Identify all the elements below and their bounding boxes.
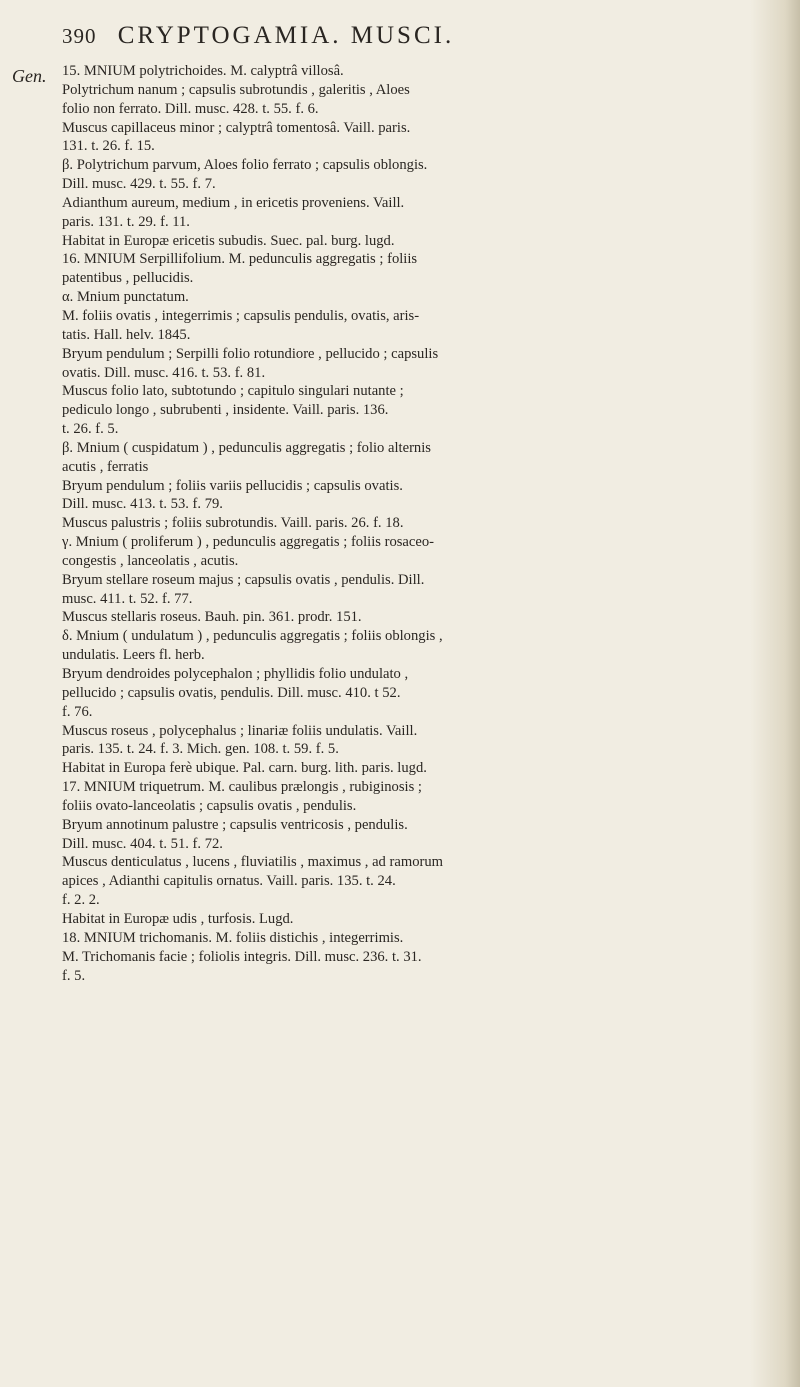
text-line: congestis , lanceolatis , acutis. xyxy=(62,552,239,569)
page-number: 390 xyxy=(62,24,97,48)
text-line: Habitat in Europæ ericetis subudis. Suec. pal. burg. lugd. xyxy=(62,232,395,249)
text-line: acutis , ferratis xyxy=(62,458,149,475)
text-line: Muscus capillaceus minor ; calyptrâ tomentosâ. Vaill. paris. xyxy=(62,119,411,136)
text-line: 17. MNIUM triquetrum. M. caulibus prælongis , rubiginosis ; xyxy=(62,779,422,796)
text-line: t. 26. f. 5. xyxy=(62,421,119,438)
page-edge-shadow xyxy=(750,0,800,1387)
text-line: Bryum pendulum ; foliis variis pellucidis ; capsulis ovatis. xyxy=(62,477,403,494)
text-line: apices , Adianthi capitulis ornatus. Vaill. paris. 135. t. 24. xyxy=(62,873,396,890)
text-line: β. Polytrichum parvum, Aloes folio ferrato ; capsulis oblongis. xyxy=(62,157,428,174)
text-line: pediculo longo , subrubenti , insidente. Vaill. paris. 136. xyxy=(62,402,389,419)
text-line: M. Trichomanis facie ; foliolis integris. Dill. musc. 236. t. 31. xyxy=(62,948,422,965)
text-line: f. 76. xyxy=(62,703,93,720)
text-line: γ. Mnium ( proliferum ) , pedunculis aggregatis ; foliis rosaceo- xyxy=(62,534,435,551)
text-line: Habitat in Europæ udis , turfosis. Lugd. xyxy=(62,910,294,927)
text-line: Polytrichum nanum ; capsulis subrotundis , galeritis , Aloes xyxy=(62,81,410,98)
text-line: Dill. musc. 429. t. 55. f. 7. xyxy=(62,176,216,193)
text-line: Bryum dendroides polycephalon ; phyllidis folio undulato , xyxy=(62,666,409,682)
page-body xyxy=(62,62,717,985)
text-line: foliis ovato-lanceolatis ; capsulis ovatis , pendulis. xyxy=(62,797,357,814)
running-title: CRYPTOGAMIA. MUSCI. xyxy=(117,22,455,49)
text-line: patentibus , pellucidis. xyxy=(62,270,194,287)
text-line: β. Mnium ( cuspidatum ) , pedunculis aggregatis ; folio alternis xyxy=(62,439,431,456)
text-line: f. 5. xyxy=(62,967,86,984)
text-line: f. 2. 2. xyxy=(62,892,100,909)
text-line: Muscus folio lato, subtotundo ; capitulo singulari nutante ; xyxy=(62,383,404,400)
text-line: paris. 131. t. 29. f. 11. xyxy=(62,213,190,230)
page-header xyxy=(62,22,702,62)
text-line: M. foliis ovatis , integerrimis ; capsulis pendulis, ovatis, aris- xyxy=(62,307,420,324)
text-line: undulatis. Leers fl. herb. xyxy=(62,647,205,664)
text-line: pellucido ; capsulis ovatis, pendulis. Dill. musc. 410. t 52. xyxy=(62,684,401,701)
text-line: folio non ferrato. Dill. musc. 428. t. 55. f. 6. xyxy=(62,100,319,117)
text-line: Muscus stellaris roseus. Bauh. pin. 361. prodr. 151. xyxy=(62,609,362,626)
text-line: Muscus denticulatus , lucens , fluviatilis , maximus , ad ramorum xyxy=(62,854,443,871)
text-line: Muscus roseus , polycephalus ; linariæ foliis undulatis. Vaill. xyxy=(62,722,418,739)
text-line: 15. MNIUM polytrichoides. M. calyptrâ villosâ. xyxy=(62,63,344,79)
text-line: paris. 135. t. 24. f. 3. Mich. gen. 108. t. 59. f. 5. xyxy=(62,741,339,758)
text-line: 131. t. 26. f. 15. xyxy=(62,138,155,155)
text-line: α. Mnium punctatum. xyxy=(62,289,189,306)
text-line: Habitat in Europa ferè ubique. Pal. carn. burg. lith. paris. lugd. xyxy=(62,760,427,777)
text-line: δ. Mnium ( undulatum ) , pedunculis aggregatis ; foliis oblongis , xyxy=(62,628,443,645)
text-line: Dill. musc. 404. t. 51. f. 72. xyxy=(62,835,223,852)
text-line: Dill. musc. 413. t. 53. f. 79. xyxy=(62,496,223,513)
text-line: Bryum annotinum palustre ; capsulis ventricosis , pendulis. xyxy=(62,816,408,833)
text-line: ovatis. Dill. musc. 416. t. 53. f. 81. xyxy=(62,364,266,381)
text-line: Muscus palustris ; foliis subrotundis. Vaill. paris. 26. f. 18. xyxy=(62,515,404,532)
text-line: tatis. Hall. helv. 1845. xyxy=(62,326,191,343)
text-line: Bryum pendulum ; Serpilli folio rotundiore , pellucido ; capsulis xyxy=(62,345,439,362)
text-line: musc. 411. t. 52. f. 77. xyxy=(62,590,193,607)
text-line: Adianthum aureum, medium , in ericetis proveniens. Vaill. xyxy=(62,194,405,211)
text-line: 18. MNIUM trichomanis. M. foliis distichis , integerrimis. xyxy=(62,929,404,946)
text-line: 16. MNIUM Serpillifolium. M. pedunculis aggregatis ; foliis xyxy=(62,251,418,268)
margin-note: Gen. xyxy=(12,66,47,86)
text-line: Bryum stellare roseum majus ; capsulis ovatis , pendulis. Dill. xyxy=(62,571,425,588)
